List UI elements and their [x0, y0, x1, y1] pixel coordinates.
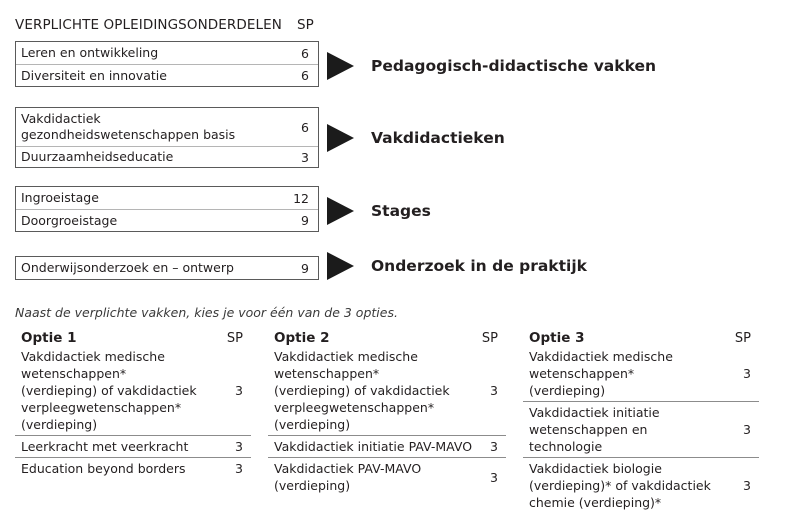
option-title: Optie 3 — [529, 330, 585, 346]
category-label: Vakdidactieken — [371, 129, 505, 147]
option-sp-header: SP — [734, 331, 751, 346]
course-sp: 6 — [301, 119, 309, 135]
course-group-pedagogisch — [15, 41, 319, 87]
option-course-sp: 3 — [743, 366, 751, 381]
course-sp: 9 — [301, 260, 309, 276]
option-header — [15, 330, 251, 346]
option-row — [15, 457, 251, 479]
option-sp-header: SP — [481, 331, 498, 346]
course-row — [16, 42, 318, 64]
category-label: Onderzoek in de praktijk — [371, 257, 587, 275]
option-course-name: Vakdidactiek biologie (verdieping)* of vakdidactiek chemie (verdieping)* — [529, 461, 711, 510]
option-course-name: Vakdidactiek initiatie wetenschappen en technologie — [529, 405, 660, 454]
course-group-onderzoek — [15, 256, 319, 280]
course-name: Ingroeistage — [21, 190, 99, 205]
option-title: Optie 1 — [21, 330, 77, 346]
section-title: VERPLICHTE OPLEIDINGSONDERDELEN — [15, 17, 282, 33]
option-course-name: Leerkracht met veerkracht — [21, 439, 189, 454]
arrow-right-icon — [327, 252, 354, 280]
course-group-vakdidactieken — [15, 107, 319, 168]
option-2 — [268, 330, 506, 496]
options-intro: Naast de verplichte vakken, kies je voor één van de 3 opties. — [15, 305, 398, 320]
course-sp: 3 — [301, 149, 309, 165]
option-course-name: Vakdidactiek medische wetenschappen* (verdieping) of vakdidactiek verpleegwetenschappen* (verdieping) — [21, 349, 197, 432]
option-course-name: Education beyond borders — [21, 461, 186, 476]
option-row — [268, 457, 506, 496]
sp-column-header: SP — [297, 17, 314, 33]
course-name: Onderwijsonderzoek en – ontwerp — [21, 260, 234, 275]
course-row — [16, 257, 318, 279]
option-course-sp: 3 — [490, 383, 498, 398]
arrow-right-icon — [327, 124, 354, 152]
option-title: Optie 2 — [274, 330, 330, 346]
course-name: Doorgroeistage — [21, 212, 118, 228]
option-course-name: Vakdidactiek medische wetenschappen* (verdieping) — [529, 349, 673, 398]
option-row — [15, 435, 251, 457]
course-name: Duurzaamheidseducatie — [21, 149, 174, 164]
option-course-name: Vakdidactiek PAV-MAVO (verdieping) — [274, 461, 422, 493]
option-row — [523, 457, 759, 513]
course-sp: 6 — [301, 68, 309, 83]
course-name: Vakdidactiek gezondheidswetenschappen basis — [21, 111, 236, 142]
course-sp: 12 — [293, 190, 309, 206]
option-course-sp: 3 — [490, 469, 498, 485]
course-row — [16, 108, 318, 146]
option-row — [268, 346, 506, 435]
course-row — [16, 64, 318, 86]
course-sp: 9 — [301, 213, 309, 228]
option-row — [523, 401, 759, 457]
arrow-right-icon — [327, 197, 354, 225]
arrow-right-icon — [327, 52, 354, 80]
category-label: Stages — [371, 202, 431, 220]
option-course-name: Vakdidactiek medische wetenschappen* (verdieping) of vakdidactiek verpleegwetenschappen* (verdieping) — [274, 349, 450, 432]
option-row — [268, 435, 506, 457]
option-1 — [15, 330, 251, 479]
option-course-sp: 3 — [743, 478, 751, 493]
course-name: Leren en ontwikkeling — [21, 45, 159, 60]
category-label: Pedagogisch-didactische vakken — [371, 57, 657, 75]
option-sp-header: SP — [226, 331, 243, 346]
option-3 — [523, 330, 759, 513]
course-row — [16, 187, 318, 209]
option-course-sp: 3 — [235, 383, 243, 398]
option-row — [15, 346, 251, 435]
option-header — [523, 330, 759, 346]
option-header — [268, 330, 506, 346]
course-name: Diversiteit en innovatie — [21, 67, 167, 83]
option-course-sp: 3 — [743, 422, 751, 437]
option-course-sp: 3 — [490, 439, 498, 454]
option-row — [523, 346, 759, 401]
option-course-name: Vakdidactiek initiatie PAV-MAVO — [274, 439, 473, 454]
course-group-stages — [15, 186, 319, 232]
course-sp: 6 — [301, 45, 309, 61]
option-course-sp: 3 — [235, 439, 243, 454]
course-row — [16, 209, 318, 231]
course-row — [16, 146, 318, 167]
option-course-sp: 3 — [235, 461, 243, 476]
